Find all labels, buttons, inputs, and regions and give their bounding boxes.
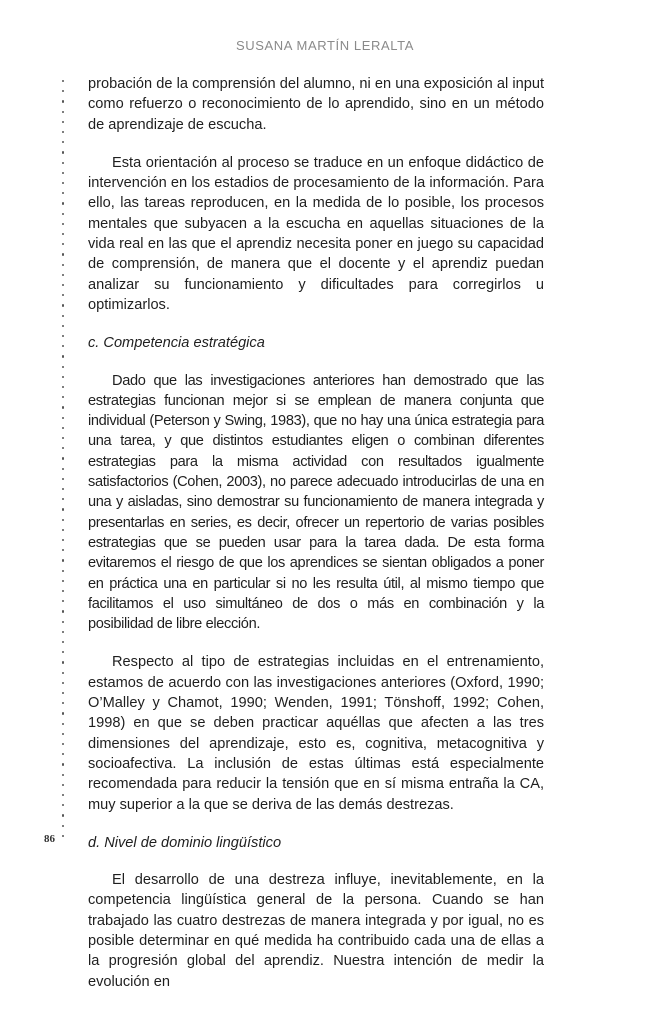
paragraph-process-orientation: Esta orientación al proceso se traduce en un enfoque didáctico de intervención en los estadios de procesamiento de la información. Para ello, las tareas reproducen, en la medida de lo posible, los procesos mentales que subyacen a la escucha en aquellas situaciones de la vida real en las que el aprendiz necesita poner en juego su capacidad de comprensión, de manera que el docente y el aprendiz puedan analizar su funcionamiento y dificultades para corregirlos u optimizarlos.: [88, 154, 544, 313]
margin-dot: [62, 345, 64, 347]
dotted-margin-rule: [61, 80, 67, 850]
margin-dot: [62, 90, 64, 92]
margin-dot: [62, 437, 64, 439]
margin-dot: [62, 335, 64, 337]
margin-dot: [62, 213, 64, 215]
margin-dot: [62, 488, 64, 490]
paragraph-strategy-types: Respecto al tipo de estrategias incluidas en el entrenamiento, estamos de acuerdo con las investigaciones anteriores (Oxford, 1990; O’Malley y Chamot, 1990; Wenden, 1991; Tönshoff, 1992; Cohen, 1998) en que se deben practicar aquéllas que afecten a las tres dimensiones del aprendizaje, esto es, cognitiva, metacognitiva y socioafectiva. La inclusión de estas últimas está especialmente recomendada para reducir la tensión que en sí misma entraña la CA, muy superior a la que se deriva de las demás destrezas.: [88, 654, 544, 813]
margin-dot: [62, 243, 64, 245]
margin-dot: [62, 712, 64, 714]
margin-dot: [62, 468, 64, 470]
section-heading-linguistic-level: d. Nivel de dominio lingüístico: [88, 834, 282, 851]
margin-dot: [62, 457, 64, 459]
margin-dot: [62, 141, 64, 143]
margin-dot: [62, 529, 64, 531]
paragraph-strategies: Dado que las investigaciones anteriores han demostrado que las estrategias funcionan mejor si se emplean de manera conjunta que individual (Peterson y Swing, 1983), que no hay una única estrategia para una tarea, y que distintos estudiantes eligen o combinan diferentes estrategias para la misma actividad con resultados igualmente satisfactorios (Cohen, 2003), no parece adecuado introducirlas de una en una y aisladas, sino demostrar su funcionamiento de manera integrada y presentarlas en series, es decir, ofrecer un repertorio de varias posibles estrategias que se pueden usar para la tarea dada. De esta forma evitaremos el riesgo de que los aprendices se sientan obligados a poner en práctica una en particular si no les resulta útil, al mismo tiempo que facilitamos el uso simultáneo de dos o más en combinación y la posibilidad de libre elección.: [88, 372, 544, 633]
margin-dot: [62, 682, 64, 684]
margin-dot: [62, 590, 64, 592]
margin-dot: [62, 570, 64, 572]
margin-dot: [62, 294, 64, 296]
paragraph-continuation: probación de la comprensión del alumno, ni en una exposición al input como refuerzo o reconocimiento de lo aprendido, sino en un método de aprendizaje de escucha.: [88, 76, 544, 133]
margin-dot: [62, 672, 64, 674]
margin-dot: [62, 417, 64, 419]
margin-dot: [62, 631, 64, 633]
margin-dot: [62, 376, 64, 378]
margin-dot: [62, 723, 64, 725]
margin-dot: [62, 621, 64, 623]
margin-dot: [62, 355, 64, 357]
margin-dot: [62, 274, 64, 276]
margin-dot: [62, 396, 64, 398]
margin-dot: [62, 498, 64, 500]
margin-dot: [62, 386, 64, 388]
margin-dot: [62, 651, 64, 653]
section-heading-strategic-competence: c. Competencia estratégica: [88, 335, 265, 352]
margin-dot: [62, 406, 64, 408]
margin-dot: [62, 182, 64, 184]
margin-dot: [62, 600, 64, 602]
margin-dot: [62, 702, 64, 704]
margin-dot: [62, 151, 64, 153]
margin-dot: [62, 172, 64, 174]
margin-dot: [62, 641, 64, 643]
margin-dot: [62, 814, 64, 816]
margin-dot: [62, 131, 64, 133]
margin-dot: [62, 192, 64, 194]
margin-dot: [62, 692, 64, 694]
margin-dot: [62, 253, 64, 255]
margin-dot: [62, 661, 64, 663]
margin-dot: [62, 549, 64, 551]
margin-dot: [62, 162, 64, 164]
margin-dot: [62, 100, 64, 102]
running-head: SUSANA MARTÍN LERALTA: [235, 38, 415, 53]
paragraph-skill-development: El desarrollo de una destreza influye, inevitablemente, en la competencia lingüística general de la persona. Cuando se han trabajado las cuatro destrezas de manera integrada y por igual, no es posible determinar en qué medida ha contribuido cada una de ellas a la progresión global del aprendiz. Nuestra intención de medir la evolución en: [88, 872, 544, 990]
margin-dot: [62, 80, 64, 82]
margin-dot: [62, 427, 64, 429]
margin-dot: [62, 753, 64, 755]
margin-dot: [62, 763, 64, 765]
body-text: [88, 74, 544, 1010]
margin-dot: [62, 743, 64, 745]
margin-dot: [62, 202, 64, 204]
margin-dot: [62, 315, 64, 317]
margin-dot: [62, 284, 64, 286]
margin-dot: [62, 264, 64, 266]
margin-dot: [62, 539, 64, 541]
margin-dot: [62, 784, 64, 786]
margin-dot: [62, 304, 64, 306]
margin-dot: [62, 519, 64, 521]
margin-dot: [62, 478, 64, 480]
margin-dot: [62, 325, 64, 327]
margin-dot: [62, 794, 64, 796]
margin-dot: [62, 580, 64, 582]
margin-dot: [62, 447, 64, 449]
margin-dot: [62, 733, 64, 735]
margin-dot: [62, 825, 64, 827]
margin-dot: [62, 121, 64, 123]
margin-dot: [62, 366, 64, 368]
page-number: 86: [44, 833, 55, 845]
margin-dot: [62, 223, 64, 225]
margin-dot: [62, 111, 64, 113]
margin-dot: [62, 774, 64, 776]
margin-dot: [62, 233, 64, 235]
margin-dot: [62, 508, 64, 510]
margin-dot: [62, 559, 64, 561]
margin-dot: [62, 804, 64, 806]
margin-dot: [62, 835, 64, 837]
margin-dot: [62, 610, 64, 612]
